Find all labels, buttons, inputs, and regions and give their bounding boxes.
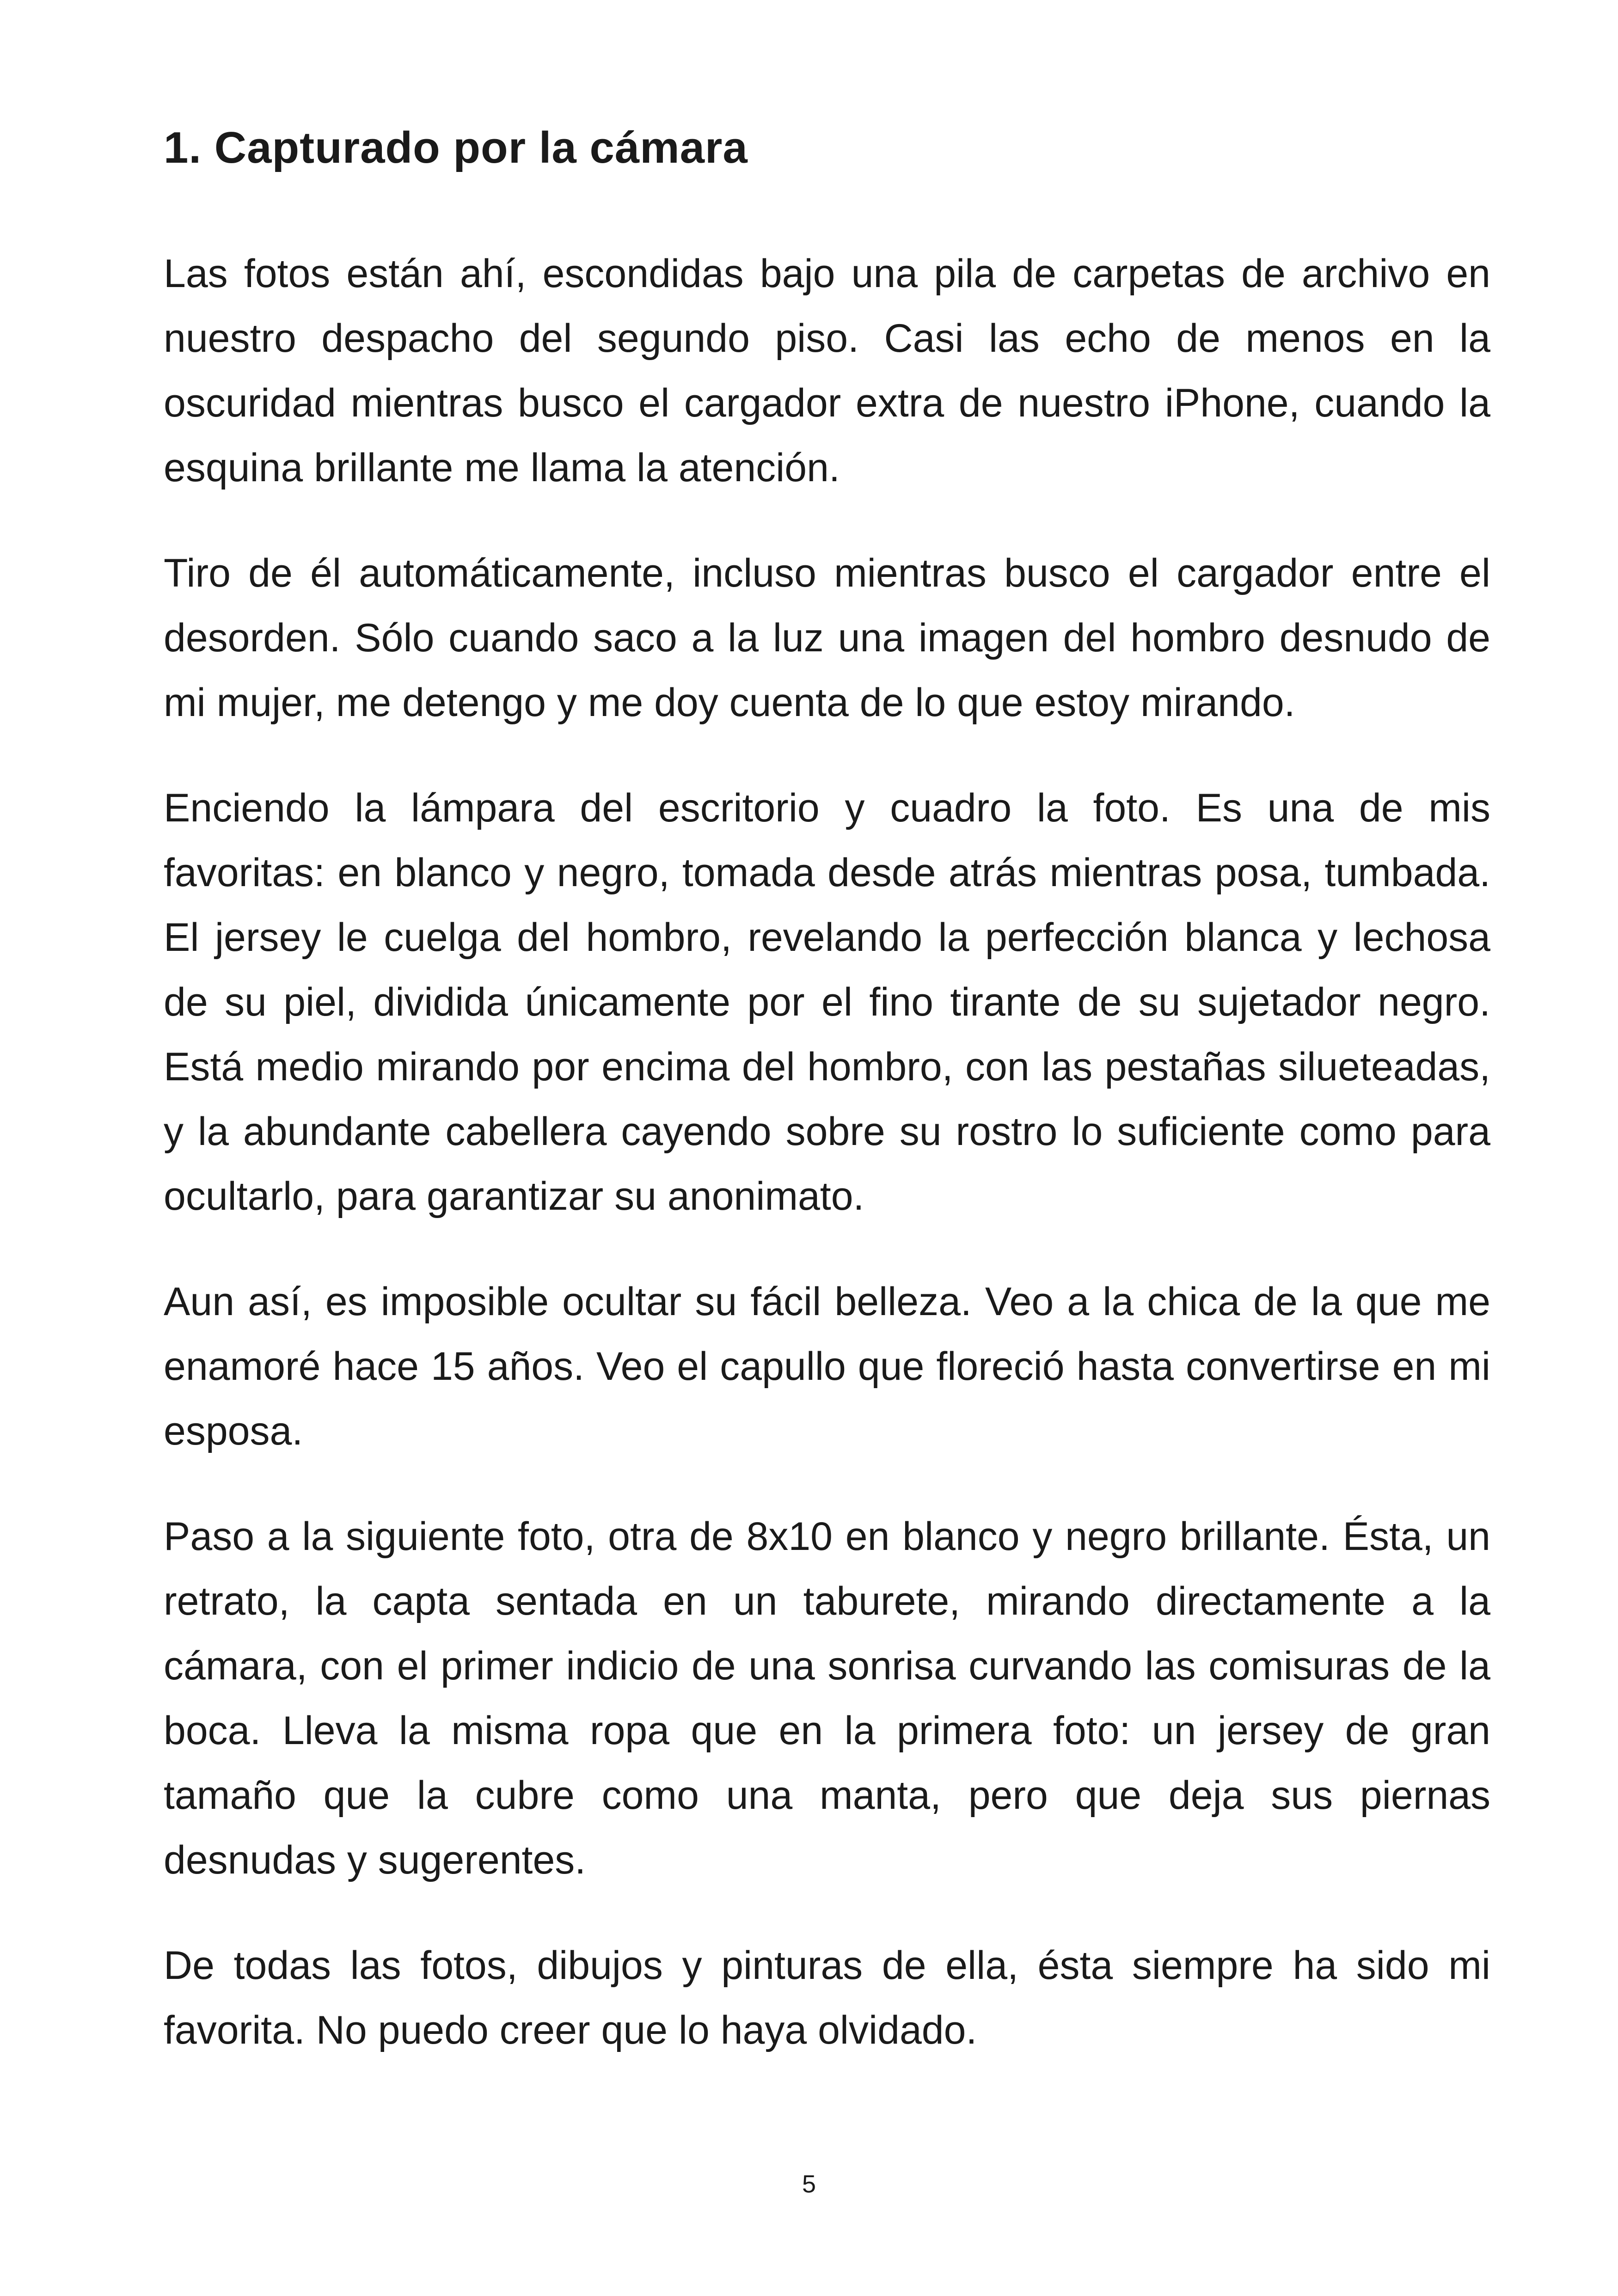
paragraph-6: De todas las fotos, dibujos y pinturas de ella, ésta siempre ha sido mi favorita. No puedo creer que lo haya olvidado.: [164, 1943, 1490, 2052]
paragraph-5: Paso a la siguiente foto, otra de 8x10 en blanco y negro brillante. Ésta, un retrato, la capta sentada en un taburete, mirando directamente a la cámara, con el primer indicio de una sonrisa curvando las comisuras de la boca. Lleva la misma ropa que en la primera foto: un jersey de gran tamaño que la cubre como una manta, pero que deja sus piernas desnudas y sugerentes.: [164, 1514, 1490, 1882]
chapter-title: 1. Capturado por la cámara: [164, 123, 748, 172]
page-content: [164, 116, 1490, 2103]
paragraph-3: Enciendo la lámpara del escritorio y cuadro la foto. Es una de mis favoritas: en blanco y negro, tomada desde atrás mientras posa, tumbada. El jersey le cuelga del hombro, revelando la perfección blanca y lechosa de su piel, dividida únicamente por el fino tirante de su sujetador negro. Está medio mirando por encima del hombro, con las pestañas silueteadas, y la abundante cabellera cayendo sobre su rostro lo suficiente como para ocultarlo, para garantizar su anonimato.: [164, 786, 1490, 1218]
paragraph-2: Tiro de él automáticamente, incluso mientras busco el cargador entre el desorden. Sólo cuando saco a la luz una imagen del hombro desnudo de mi mujer, me detengo y me doy cuenta de lo que estoy mirando.: [164, 551, 1490, 725]
page-number: 5: [802, 2170, 816, 2198]
paragraph-4: Aun así, es imposible ocultar su fácil belleza. Veo a la chica de la que me enamoré hace 15 años. Veo el capullo que floreció hasta convertirse en mi esposa.: [164, 1280, 1490, 1453]
paragraph-1: Las fotos están ahí, escondidas bajo una pila de carpetas de archivo en nuestro despacho del segundo piso. Casi las echo de menos en la oscuridad mientras busco el cargador extra de nuestro iPhone, cuando la esquina brillante me llama la atención.: [164, 251, 1490, 490]
